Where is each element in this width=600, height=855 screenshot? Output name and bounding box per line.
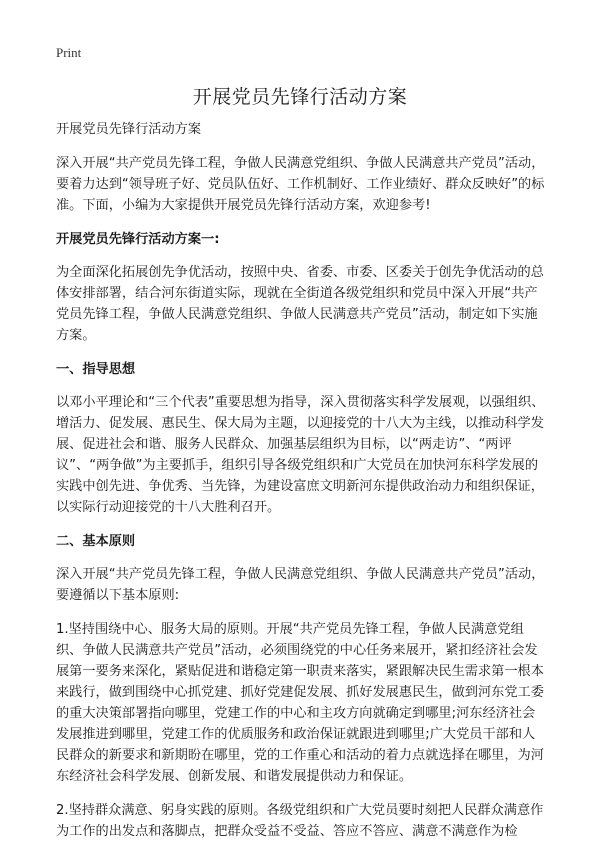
guiding-thought-paragraph: 以邓小平理论和“三个代表”重要思想为指导，深入贯彻落实科学发展观，以强组织、增活力、促发展、惠民生、保大局为主题，以迎接党的十八大为主线，以推动科学发展、促进社会和谐、服务人民群众、加强基层组织为目标，以“两走访”、“两评议”、“两争做”为主要抓手，组织引导各级党组织和广大党员在加快河东科学发展的实践中创先进、争优秀、当先锋，为建设富庶文明新河东提供政治动力和组织保证，以实际行动迎接党的十八大胜利召开。 <box>56 395 545 515</box>
intro-paragraph: 深入开展“共产党员先锋工程，争做人民满意党组织、争做人民满意共产党员”活动，要着力达到“领导班子好、党员队伍好、工作机制好、工作业绩好、群众反映好”的标准。下面，小编为大家提供开展党员先锋行活动方案，欢迎参考! <box>56 156 545 213</box>
section-heading-plan: 开展党员先锋行活动方案一: <box>56 232 220 247</box>
principles-intro-paragraph: 深入开展“共产党员先锋工程，争做人民满意党组织、争做人民满意共产党员”活动，要遵循以下基本原则: <box>56 567 545 603</box>
principle-1-paragraph: 1.坚持围绕中心、服务大局的原则。开展“共产党员先锋工程，争做人民满意党组织、争做人民满意共产党员”活动，必须围绕党的中心任务来展开，紧扣经济社会发展第一要务来深化，紧贴促进和谐稳定第一职责来落实，紧跟解决民生需求第一根本来践行，做到围绕中心抓党建、抓好党建促发展、抓好发展惠民生，做到河东党工委的重大决策部署指向哪里，党建工作的中心和主攻方向就确定到哪里;河东经济社会发展推进到哪里，党建工作的优质服务和政治保证就跟进到哪里;广大党员干部和人民群众的新要求和新期盼在哪里，党的工作重心和活动的着力点就选择在哪里，为河东经济社会科学发展、创新发展、和谐发展提供动力和保证。 <box>56 622 544 784</box>
section-heading-basic-principles: 二、基本原则 <box>56 534 136 549</box>
article-body <box>56 119 548 855</box>
plan-paragraph: 为全面深化拓展创先争优活动，按照中央、省委、市委、区委关于创先争优活动的总体安排部署，结合河东街道实际，现就在全街道各级党组织和党员中深入开展“共产党员先锋工程，争做人民满意党组织、争做人民满意共产党员”活动，制定如下实施方案。 <box>56 265 544 343</box>
page-title: 开展党员先锋行活动方案 <box>192 86 408 108</box>
principle-2-paragraph: 2.坚持群众满意、躬身实践的原则。各级党组织和广大党员要时刻把人民群众满意作为工作的出发点和落脚点，把群众受益不受益、答应不答应、满意不满意作为检 <box>56 803 544 839</box>
section-heading-guiding-thought: 一、指导思想 <box>56 362 136 377</box>
print-link[interactable]: Print <box>56 45 82 60</box>
article-subtitle: 开展党员先锋行活动方案 <box>56 122 202 137</box>
